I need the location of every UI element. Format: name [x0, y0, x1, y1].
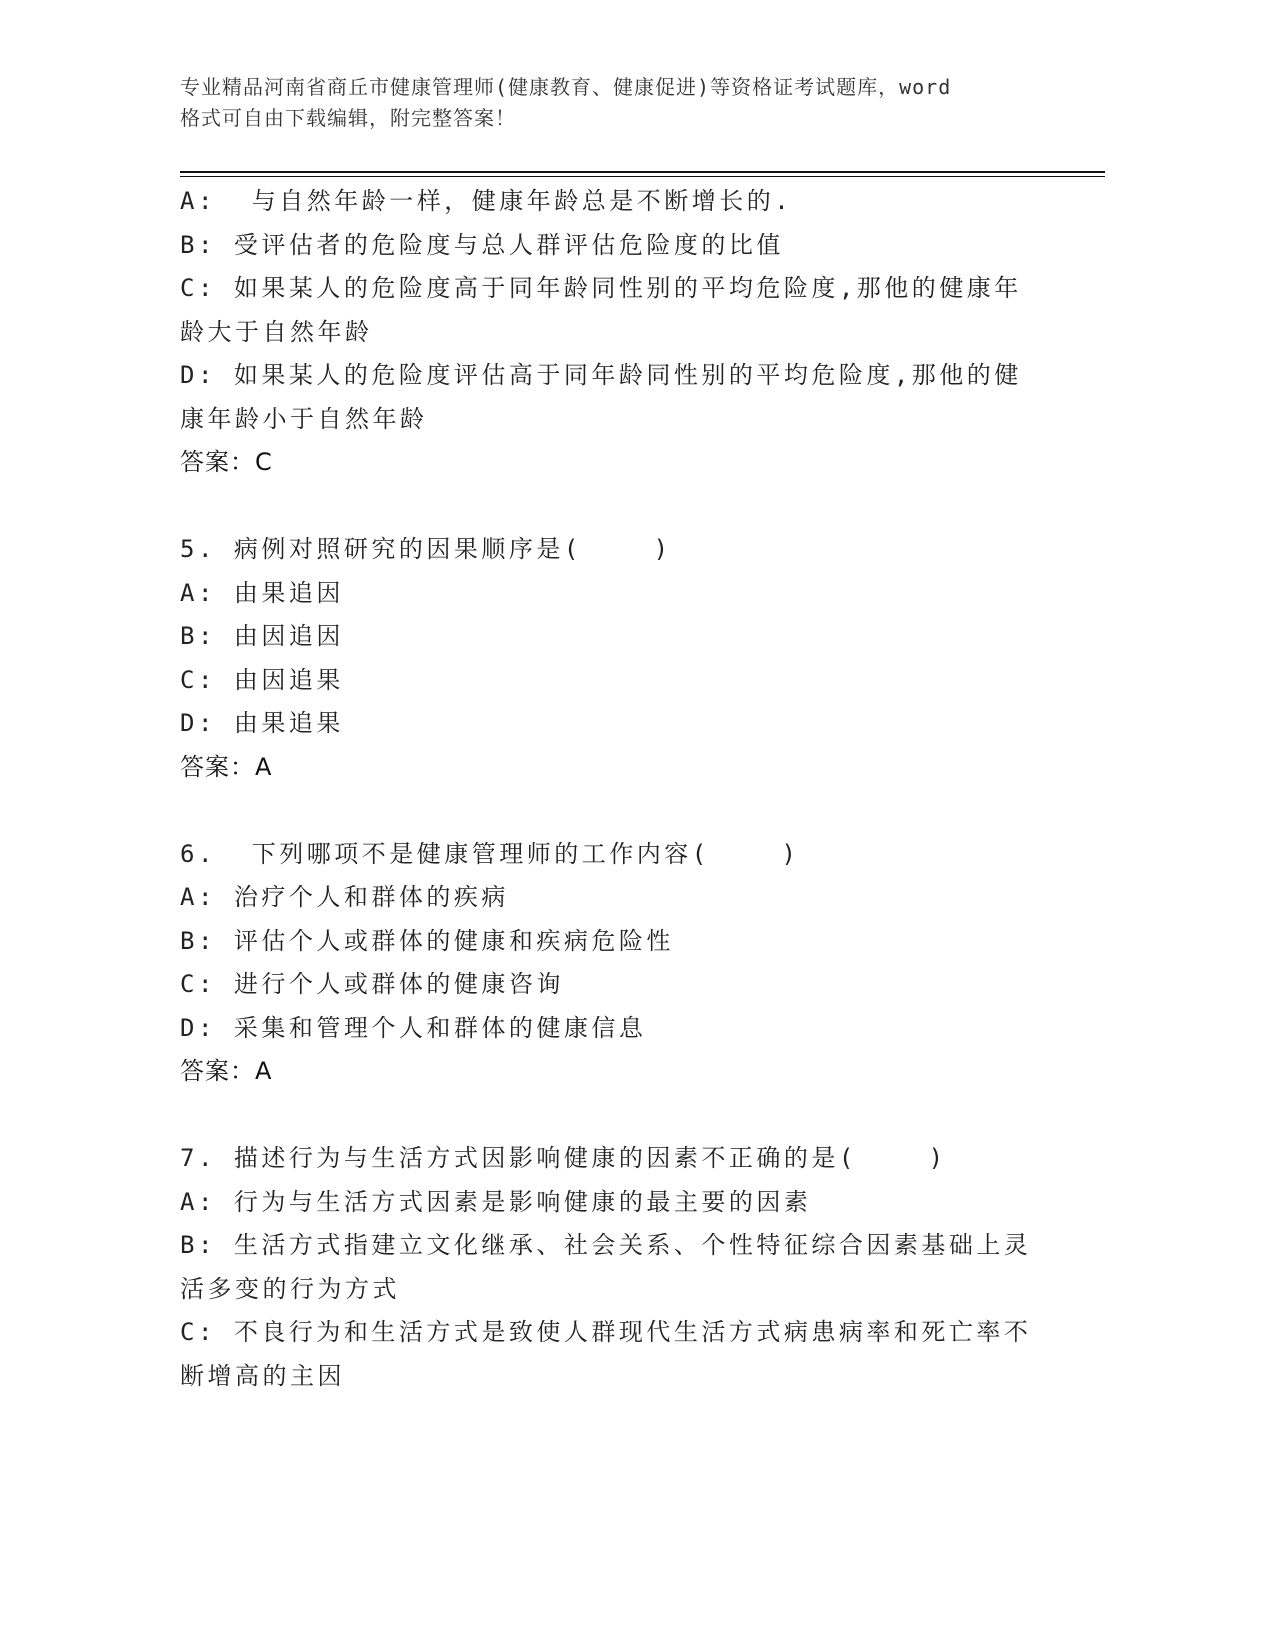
header-line-1: 专业精品河南省商丘市健康管理师(健康教育、健康促进)等资格证考试题库，word [180, 75, 952, 99]
option-b: B: 受评估者的危险度与总人群评估危险度的比值 [180, 230, 784, 259]
option-c: C: 进行个人或群体的健康咨询 [180, 970, 564, 998]
option-d: D: 如果某人的危险度评估高于同年龄同性别的平均危险度,那他的健 [180, 361, 1022, 389]
option-b-cont: 活多变的行为方式 [180, 1274, 400, 1303]
option-a: A: 由果追因 [180, 578, 344, 607]
question-text: 6. 下列哪项不是健康管理师的工作内容( ) [180, 839, 800, 868]
header-divider [180, 171, 1105, 173]
option-a: A: 行为与生活方式因素是影响健康的最主要的因素 [180, 1187, 812, 1216]
option-c-cont: 龄大于自然年龄 [180, 317, 373, 346]
option-c: C: 不良行为和生活方式是致使人群现代生活方式病患病率和死亡率不 [180, 1318, 1032, 1346]
question-text: 5. 病例对照研究的因果顺序是( ) [180, 535, 672, 563]
answer: 答案：A [180, 752, 273, 781]
option-b: B: 生活方式指建立文化继承、社会关系、个性特征综合因素基础上灵 [180, 1231, 1032, 1259]
question-7 [180, 1137, 1080, 1398]
option-a: A: 治疗个人和群体的疾病 [180, 883, 509, 911]
option-d: D: 采集和管理个人和群体的健康信息 [180, 1013, 647, 1042]
option-c: C: 如果某人的危险度高于同年龄同性别的平均危险度,那他的健康年 [180, 274, 1022, 302]
document-header [180, 72, 1060, 134]
header-divider-thin [180, 176, 1105, 177]
question-4-options [180, 180, 1080, 485]
option-d: D: 由果追果 [180, 709, 344, 737]
option-d-cont: 康年龄小于自然年龄 [180, 404, 428, 433]
option-c-cont: 断增高的主因 [180, 1361, 345, 1390]
option-a: A: 与自然年龄一样，健康年龄总是不断增长的. [180, 187, 793, 215]
question-6 [180, 833, 1080, 1094]
answer: 答案：C [180, 448, 273, 476]
answer: 答案：A [180, 1057, 273, 1085]
option-c: C: 由因追果 [180, 665, 344, 694]
header-line-2: 格式可自由下载编辑，附完整答案！ [180, 106, 516, 130]
option-b: B: 由因追因 [180, 622, 344, 650]
option-b: B: 评估个人或群体的健康和疾病危险性 [180, 926, 674, 955]
question-content [180, 180, 1080, 1398]
question-text: 7. 描述行为与生活方式因影响健康的因素不正确的是( ) [180, 1144, 947, 1172]
question-5 [180, 528, 1080, 789]
